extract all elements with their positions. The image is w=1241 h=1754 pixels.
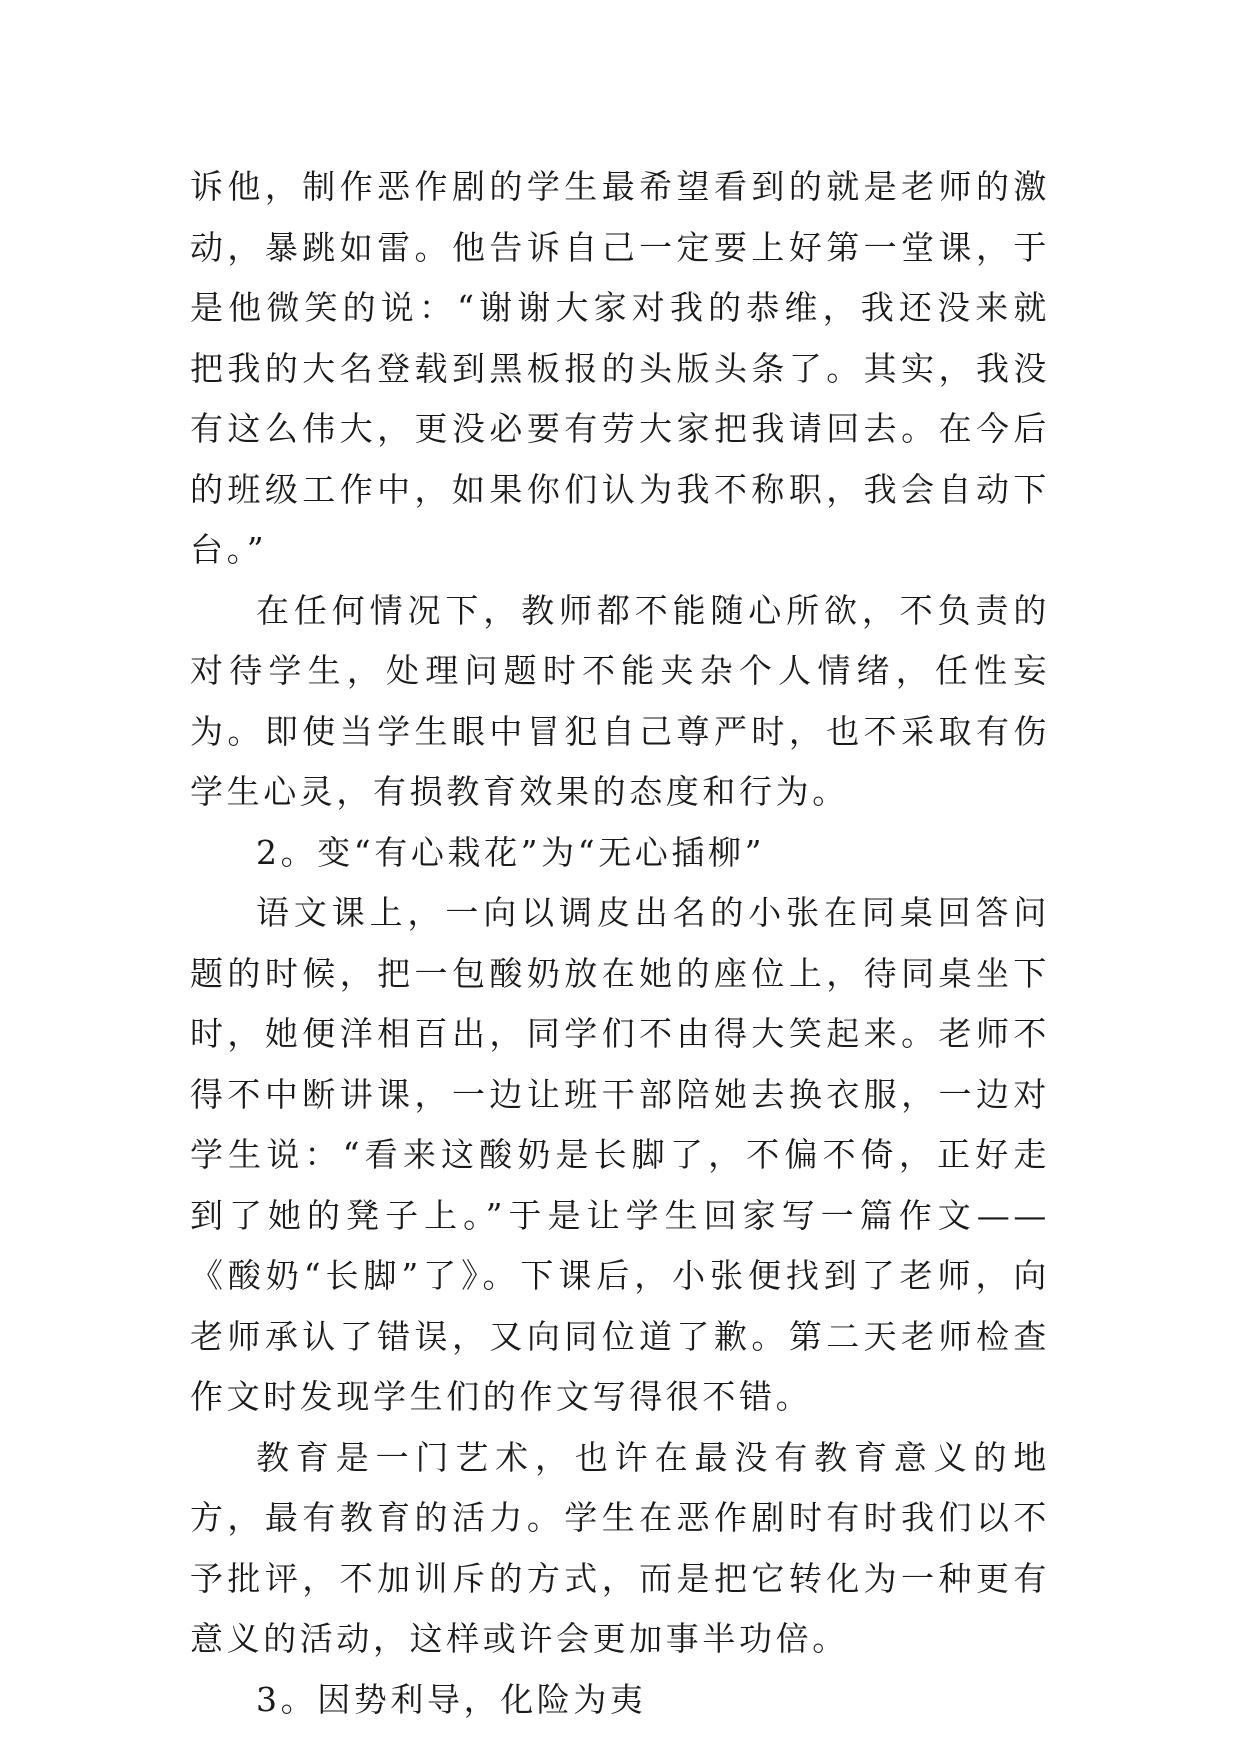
paragraph-education-art: 教育是一门艺术，也许在最没有教育意义的地方，最有教育的活力。学生在恶作剧时有时我们以不予批评，不加训斥的方式，而是把它转化为一种更有意义的活动，这样或许会更加事半功倍。 — [190, 1437, 1050, 1658]
paragraph-yogurt-story: 语文课上，一向以调皮出名的小张在同桌回答问题的时候，把一包酸奶放在她的座位上，待同桌坐下时，她便洋相百出，同学们不由得大笑起来。老师不得不中断讲课，一边让班干部陪她去换衣服，一边对学生说：“看来这酸奶是长脚了，不偏不倚，正好走到了她的凳子上。”于是让学生回家写一篇作文——《酸奶“长脚”了》。下课后，小张便找到了老师，向老师承认了错误，又向同位道了歉。第二天老师检查作文时发现学生们的作文写得很不错。 — [190, 893, 1050, 1416]
section-heading-3: 3。因势利导，化险为夷 — [256, 1679, 647, 1719]
document-body — [190, 157, 1050, 1730]
section-heading-2: 2。变“有心栽花”为“无心插柳” — [256, 832, 766, 872]
paragraph-teacher-responsibility: 在任何情况下，教师都不能随心所欲，不负责的对待学生，处理问题时不能夹杂个人情绪，任性妄为。即使当学生眼中冒犯自己尊严时，也不采取有伤学生心灵，有损教育效果的态度和行为。 — [190, 590, 1050, 811]
paragraph-continued: 诉他，制作恶作剧的学生最希望看到的就是老师的激动，暴跳如雷。他告诉自己一定要上好第一堂课，于是他微笑的说：“谢谢大家对我的恭维，我还没来就把我的大名登载到黑板报的头版头条了。其实，我没有这么伟大，更没必要有劳大家把我请回去。在今后的班级工作中，如果你们认为我不称职，我会自动下台。” — [190, 167, 1050, 569]
